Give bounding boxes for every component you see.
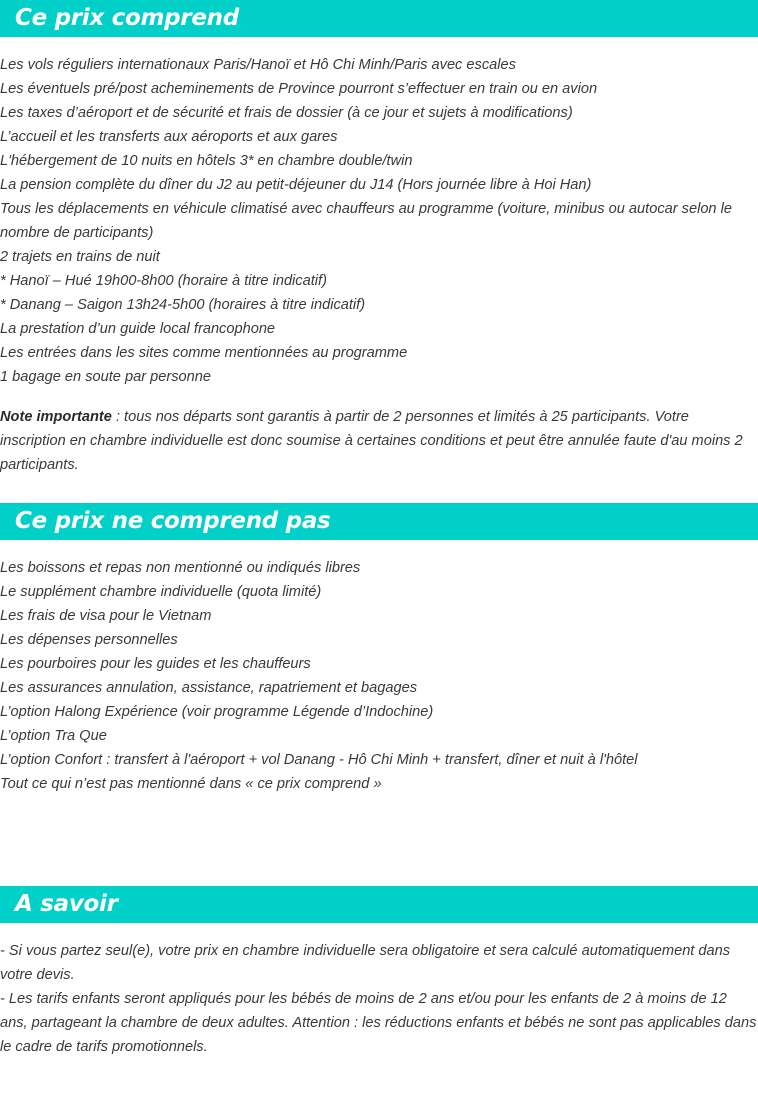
list-item: Les vols réguliers internationaux Paris/Hanoï et Hô Chi Minh/Paris avec escales (0, 57, 516, 73)
included-list (0, 53, 758, 389)
list-item: Les taxes d’aéroport et de sécurité et frais de dossier (à ce jour et sujets à modifications) (0, 105, 573, 121)
list-item: * Danang – Saigon 13h24-5h00 (horaires à titre indicatif) (0, 297, 366, 313)
list-item: - Les tarifs enfants seront appliqués pour les bébés de moins de 2 ans et/ou pour les enfants de 2 à moins de 12 ans, partageant la chambre de deux adultes. Attention : les réductions enfants et bébés ne sont pas applicables dans le cadre de tarifs promotionnels. (0, 991, 757, 1055)
list-item: Les frais de visa pour le Vietnam (0, 608, 212, 624)
list-item: La pension complète du dîner du J2 au petit-déjeuner du J14 (Hors journée libre à Hoi Han) (0, 177, 592, 193)
list-item: L’option Halong Expérience (voir programme Légende d’Indochine) (0, 704, 434, 720)
list-item: Les dépenses personnelles (0, 632, 178, 648)
list-item: - Si vous partez seul(e), votre prix en chambre individuelle sera obligatoire et sera calculé automatiquement dans votre devis. (0, 943, 731, 983)
list-item: 1 bagage en soute par personne (0, 369, 211, 385)
list-item: L’option Tra Que (0, 728, 107, 744)
info-list (0, 939, 758, 1059)
list-item: L'hébergement de 10 nuits en hôtels 3* en chambre double/twin (0, 153, 413, 169)
list-item: L’accueil et les transferts aux aéroports et aux gares (0, 129, 338, 145)
list-item: Les boissons et repas non mentionné ou indiqués libres (0, 560, 361, 576)
list-item: Tout ce qui n’est pas mentionné dans « ce prix comprend » (0, 776, 382, 792)
section-title-included: Ce prix comprend (0, 0, 758, 37)
list-item: Les pourboires pour les guides et les chauffeurs (0, 656, 311, 672)
list-item: La prestation d’un guide local francophone (0, 321, 276, 337)
list-item: Les assurances annulation, assistance, rapatriement et bagages (0, 680, 417, 696)
list-item: L’option Confort : transfert à l'aéroport + vol Danang - Hô Chi Minh + transfert, dîner et nuit à l'hôtel (0, 752, 638, 768)
list-item: 2 trajets en trains de nuit (0, 249, 160, 265)
list-item: * Hanoï – Hué 19h00-8h00 (horaire à titre indicatif) (0, 273, 327, 289)
list-item: Le supplément chambre individuelle (quota limité) (0, 584, 322, 600)
list-item: Les entrées dans les sites comme mentionnées au programme (0, 345, 408, 361)
important-note (0, 405, 758, 477)
section-title-excluded: Ce prix ne comprend pas (0, 503, 758, 540)
section-title-info: A savoir (0, 886, 758, 923)
note-label: Note importante (0, 409, 112, 425)
list-item: Tous les déplacements en véhicule climatisé avec chauffeurs au programme (voiture, minibus ou autocar selon le nombre de participants) (0, 201, 732, 241)
note-text: : tous nos départs sont garantis à partir de 2 personnes et limités à 25 participants. Votre inscription en chambre individuelle est donc soumise à certaines conditions et peut être annulée faute d'au moins 2 participants. (0, 409, 743, 473)
list-item: Les éventuels pré/post acheminements de Province pourront s’effectuer en train ou en avion (0, 81, 598, 97)
excluded-list (0, 556, 758, 796)
